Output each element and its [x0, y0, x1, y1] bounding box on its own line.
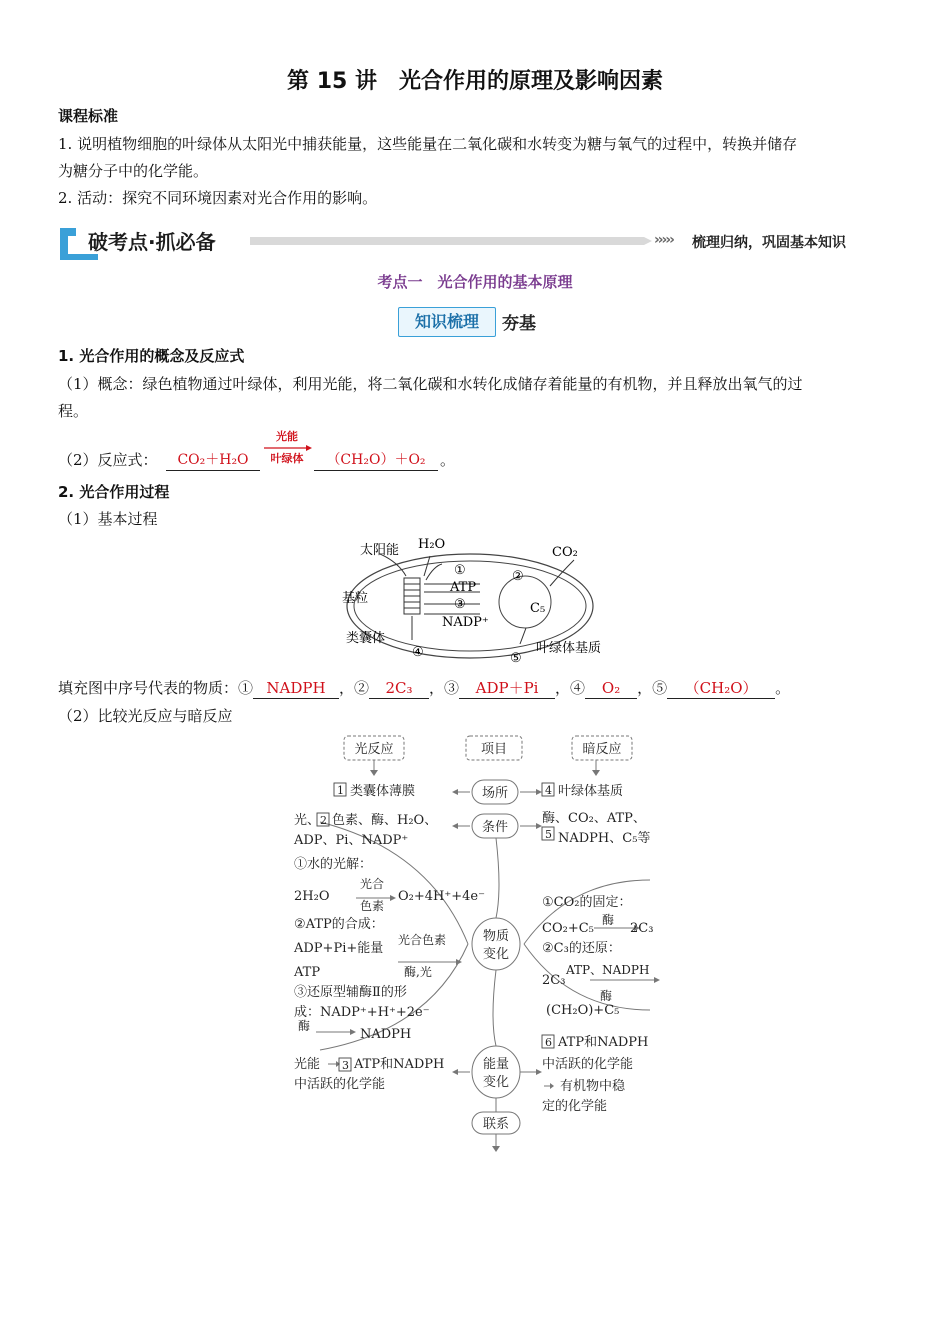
d2-l-cond-1a: 光、: [294, 813, 321, 828]
d2-l-m8t: 酶: [298, 1019, 311, 1033]
fill-end: 。: [775, 679, 791, 697]
fill-in-line: [58, 675, 790, 701]
d2-r-e1: ATP和NADPH: [558, 1035, 649, 1050]
d2-b6: 6: [545, 1036, 552, 1049]
d2-r-m4a: 2C₃: [542, 973, 566, 988]
d2-r-m2t: 酶: [602, 913, 615, 927]
d2-link: 联系: [482, 1117, 510, 1132]
s2-sub1: （1）基本过程: [58, 510, 158, 528]
d1-c2: ②: [512, 569, 524, 584]
d1-stroma: 叶绿体基质: [536, 641, 602, 656]
d2-r-e4: 定的化学能: [542, 1099, 608, 1114]
s2-heading: 2. 光合作用过程: [58, 483, 170, 501]
d1-c5: C₅: [530, 601, 546, 616]
d2-h-dark: 暗反应: [582, 742, 622, 757]
eq-end: 。: [440, 451, 456, 469]
s1-eq-label: （2）反应式：: [58, 451, 158, 469]
fill-sep-3: ，③: [429, 679, 460, 697]
d2-l-m2t: 光合: [360, 877, 385, 891]
d2-b4: 4: [545, 784, 552, 797]
fill-sep-4: ，④: [555, 679, 586, 697]
d2-place: 场所: [481, 786, 509, 801]
d2-r-e2: 中活跃的化学能: [542, 1057, 634, 1072]
d2-l-m3: ②ATP的合成：: [294, 917, 384, 932]
d2-l-place: 类囊体薄膜: [350, 784, 416, 799]
d2-mat-2: 变化: [482, 947, 510, 962]
d2-r-m5: (CH₂O)+C₅: [546, 1003, 620, 1018]
d1-co2: CO₂: [552, 545, 578, 560]
d1-thylakoid: 类囊体: [346, 631, 386, 646]
d2-l-m7: 成：NADP⁺+H⁺+2e⁻: [294, 1005, 430, 1020]
d2-b2: 2: [320, 814, 327, 827]
d2-r-m4b: 酶: [600, 989, 613, 1003]
s1-concept-line-2: 程。: [58, 402, 89, 420]
d2-l-m4a: ADP+Pi+能量: [294, 941, 384, 956]
badge-right: 夯基: [502, 314, 536, 334]
s1-concept-line-1: （1）概念：绿色植物通过叶绿体，利用光能，将二氧化碳和水转化成储存着能量的有机物，并且释放出氧气的过: [58, 375, 803, 393]
d1-c5n: ⑤: [510, 651, 522, 666]
banner-arrows: ›››››: [654, 232, 673, 248]
d2-l-m8r: NADPH: [360, 1027, 412, 1042]
s2-sub2: （2）比较光反应与暗反应: [58, 707, 233, 725]
d2-energy-2: 变化: [482, 1075, 510, 1090]
d2-l-e1b: ATP和NADPH: [354, 1057, 445, 1072]
d2-r-m2r: 2C₃: [630, 921, 654, 936]
d2-l-cond-2: ADP、Pi、NADP⁺: [294, 833, 409, 848]
eq-products: （CH₂O）＋O₂: [314, 450, 438, 471]
banner-right-text: 梳理归纳，巩固基本知识: [692, 235, 846, 251]
d2-l-m2a: 2H₂O: [294, 889, 330, 904]
chloroplast-diagram: [330, 532, 620, 670]
d2-energy-1: 能量: [482, 1057, 510, 1072]
d2-r-cond-2: NADPH、C₅等: [558, 831, 651, 846]
answer-3: ADP＋Pi: [459, 678, 555, 699]
knowledge-badge: [398, 307, 558, 337]
d2-l-e1a: 光能: [294, 1057, 321, 1072]
d2-l-cond-1b: 色素、酶、H₂O、: [332, 813, 438, 828]
d2-r-place: 叶绿体基质: [558, 784, 624, 799]
s1-heading: 1. 光合作用的概念及反应式: [58, 347, 245, 365]
standards-heading: 课程标准: [58, 107, 119, 125]
d2-h-light: 光反应: [354, 742, 394, 757]
d1-sun: 太阳能: [360, 543, 400, 558]
d2-l-e2: 中活跃的化学能: [294, 1077, 386, 1092]
d1-grana: 基粒: [342, 591, 369, 606]
eq-arrow-top: 光能: [276, 430, 298, 443]
answer-1: NADPH: [253, 678, 339, 699]
d2-l-m1: ①水的光解：: [294, 857, 373, 872]
comparison-diagram: [280, 730, 680, 1160]
d2-r-m2a: CO₂+C₅: [542, 921, 594, 936]
badge-left: 知识梳理: [398, 307, 496, 337]
answer-4: O₂: [585, 678, 637, 699]
d2-mat-1: 物质: [482, 929, 510, 944]
eq-arrow: [262, 428, 312, 468]
d2-r-e3: 有机物中稳: [560, 1079, 626, 1094]
d2-b3: 3: [342, 1059, 349, 1072]
d2-l-m5: ATP: [294, 965, 321, 980]
section-banner: [58, 224, 858, 260]
grana-stack: [404, 578, 420, 614]
d1-c4: ④: [412, 645, 424, 660]
d1-nadp: NADP⁺: [442, 615, 489, 630]
d2-l-m4t: 光合色素: [398, 933, 447, 947]
standard-item-2: 2. 活动：探究不同环境因素对光合作用的影响。: [58, 189, 378, 207]
section-title: 考点一 光合作用的基本原理: [377, 273, 573, 291]
fill-sep-5: ，⑤: [637, 679, 668, 697]
d1-h2o: H₂O: [418, 537, 446, 552]
d2-b1: 1: [337, 784, 344, 797]
d1-c1: ①: [454, 563, 466, 578]
banner-left-text: 破考点·抓必备: [88, 230, 216, 254]
d2-l-m2b: 色素: [360, 899, 385, 913]
d2-r-cond-1: 酶、CO₂、ATP、: [542, 811, 646, 826]
d2-b5: 5: [545, 828, 552, 841]
d2-l-m6: ③还原型辅酶Ⅱ的形: [294, 985, 407, 1000]
d1-atp: ATP: [450, 580, 477, 595]
d2-cond: 条件: [481, 820, 509, 835]
d2-r-m3: ②C₃的还原：: [542, 941, 621, 956]
eq-arrow-bottom: 叶绿体: [270, 452, 304, 465]
page-title: 第 15 讲 光合作用的原理及影响因素: [287, 69, 663, 94]
answer-2: 2C₃: [369, 678, 429, 699]
answer-5: （CH₂O）: [667, 678, 775, 699]
d1-c3: ③: [454, 597, 466, 612]
diagram-labels: [342, 537, 601, 666]
standard-item-1-line-2: 为糖分子中的化学能。: [58, 162, 209, 180]
d2-r-m4t: ATP、NADPH: [566, 963, 650, 977]
d2-r-m1: ①CO₂的固定：: [542, 895, 632, 910]
eq-reactants: CO₂＋H₂O: [166, 450, 260, 471]
fill-label: 填充图中序号代表的物质：①: [58, 679, 254, 697]
fill-sep-2: ，②: [339, 679, 370, 697]
d2-l-m2r: O₂+4H⁺+4e⁻: [398, 889, 485, 904]
chloroplast-inner: [354, 561, 586, 651]
d2-l-m4b: 酶,光: [404, 965, 432, 979]
d2-h-item: 项目: [480, 742, 508, 757]
standard-item-1-line-1: 1. 说明植物细胞的叶绿体从太阳光中捕获能量，这些能量在二氧化碳和水转变为糖与氧气的过程中，转换并储存: [58, 135, 798, 153]
